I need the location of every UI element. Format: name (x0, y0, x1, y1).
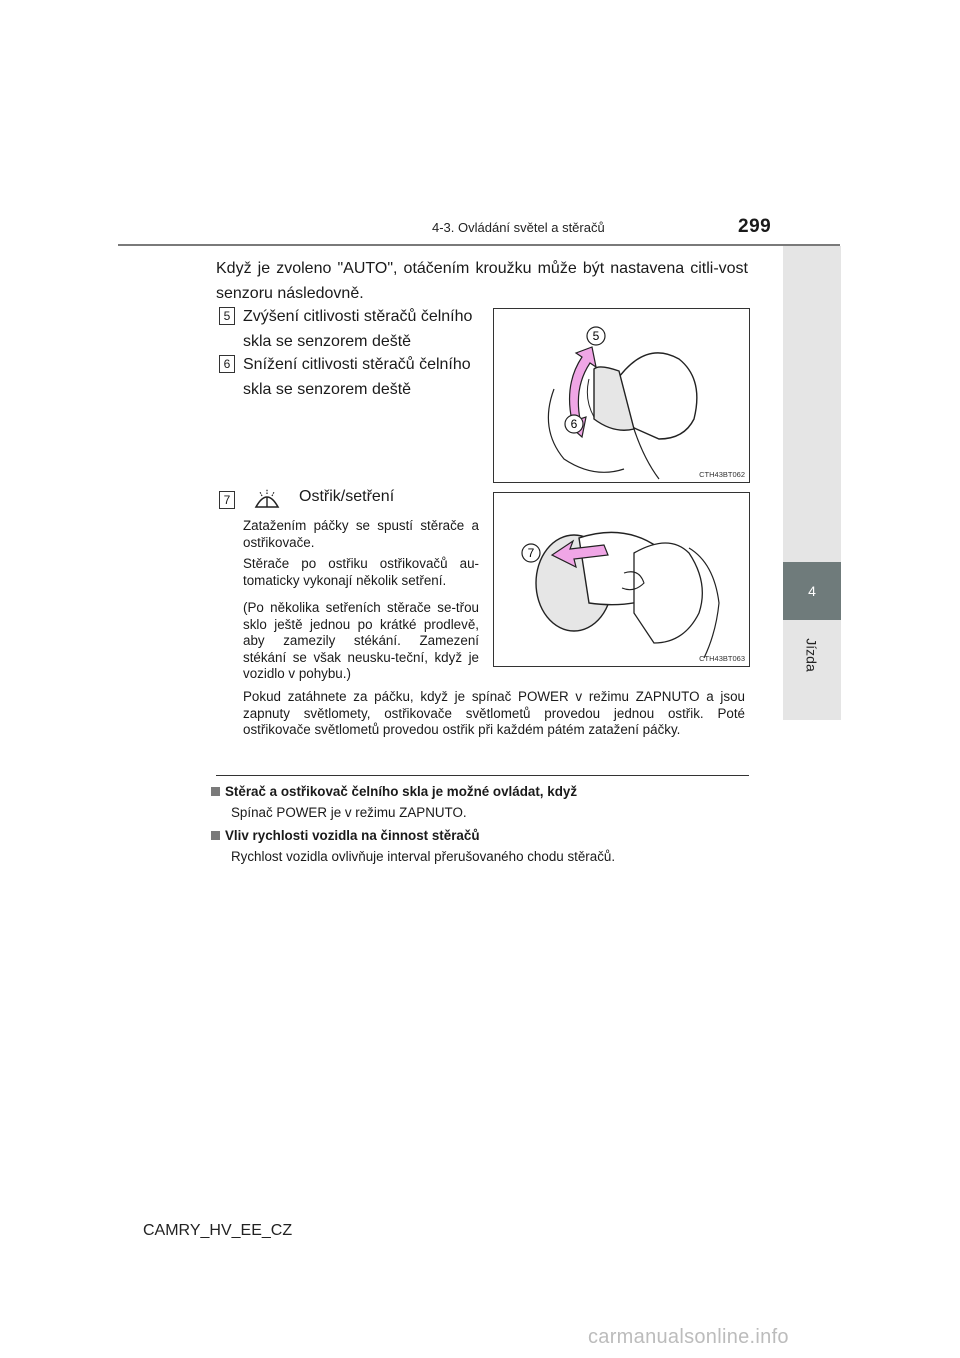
document-code: CAMRY_HV_EE_CZ (143, 1222, 293, 1239)
chapter-label-tab (783, 620, 841, 690)
washer-lever-figure (493, 492, 750, 667)
watermark: carmanualsonline.info (588, 1326, 789, 1348)
wiper-ring-illustration (494, 309, 749, 482)
bullet-square-icon (211, 787, 220, 796)
note-2-heading: Vliv rychlosti vozidla na činnost stěračů (211, 828, 480, 843)
washer-description-1: Zatažením páčky se spustí stěrače a ostřikovače. (243, 518, 479, 550)
item-number-7: 7 (219, 491, 235, 509)
washer-description-2: Stěrače po ostřiku ostřikovačů au-tomaticky vykonají několik setření. (243, 556, 479, 588)
washer-lever-illustration (494, 493, 749, 666)
washer-description-3: (Po několika setřeních stěrače se-třou sklo ještě jednou po krátké prodlevě, aby zamezily stékání. Zamezení stékání se však neusku-teční, když je vozidlo v pohybu.) (243, 600, 479, 681)
item-5-label: Zvýšení citlivosti stěračů čelního skla se senzorem deště (243, 308, 473, 350)
callout-7-text: 7 (527, 546, 535, 560)
header-rule (118, 244, 840, 246)
intro-paragraph: Když je zvoleno "AUTO", otáčením kroužku může být nastavena citli-vost senzoru následovně. (216, 260, 748, 302)
item-number-6: 6 (219, 355, 235, 373)
sensitivity-ring-figure (493, 308, 750, 483)
note-2-body: Rychlost vozidla ovlivňuje interval přerušovaného chodu stěračů. (231, 849, 616, 864)
note-1-body: Spínač POWER je v režimu ZAPNUTO. (231, 805, 467, 820)
figure-code: CTH43BT063 (699, 654, 745, 663)
page-number: 299 (738, 216, 772, 237)
chapter-label: Jízda (804, 638, 820, 672)
figure-code: CTH43BT062 (699, 470, 745, 479)
note-1-heading: Stěrač a ostřikovač čelního skla je možné ovládat, když (211, 784, 577, 799)
section-separator (216, 775, 749, 776)
bullet-square-icon (211, 831, 220, 840)
headlight-washer-description: Pokud zatáhnete za páčku, když je spínač POWER v režimu ZAPNUTO a jsou zapnuty světlomety, ostřikovače světlometů provedou jednou ostřik. Poté ostřikovače světlometů provedou ostřik při každém pátém zatažení páčky. (243, 689, 745, 737)
item-6-label: Snížení citlivosti stěračů čelního skla se senzorem deště (243, 356, 471, 398)
callout-5-text: 5 (592, 329, 600, 343)
item-7-label: Ostřik/setření (299, 488, 395, 505)
section-title: 4-3. Ovládání světel a stěračů (432, 220, 605, 235)
item-number-5: 5 (219, 307, 235, 325)
chapter-number-tab: 4 (783, 562, 841, 620)
side-tab-top (783, 246, 841, 562)
callout-6-text: 6 (570, 417, 578, 431)
windshield-washer-icon (253, 488, 281, 510)
